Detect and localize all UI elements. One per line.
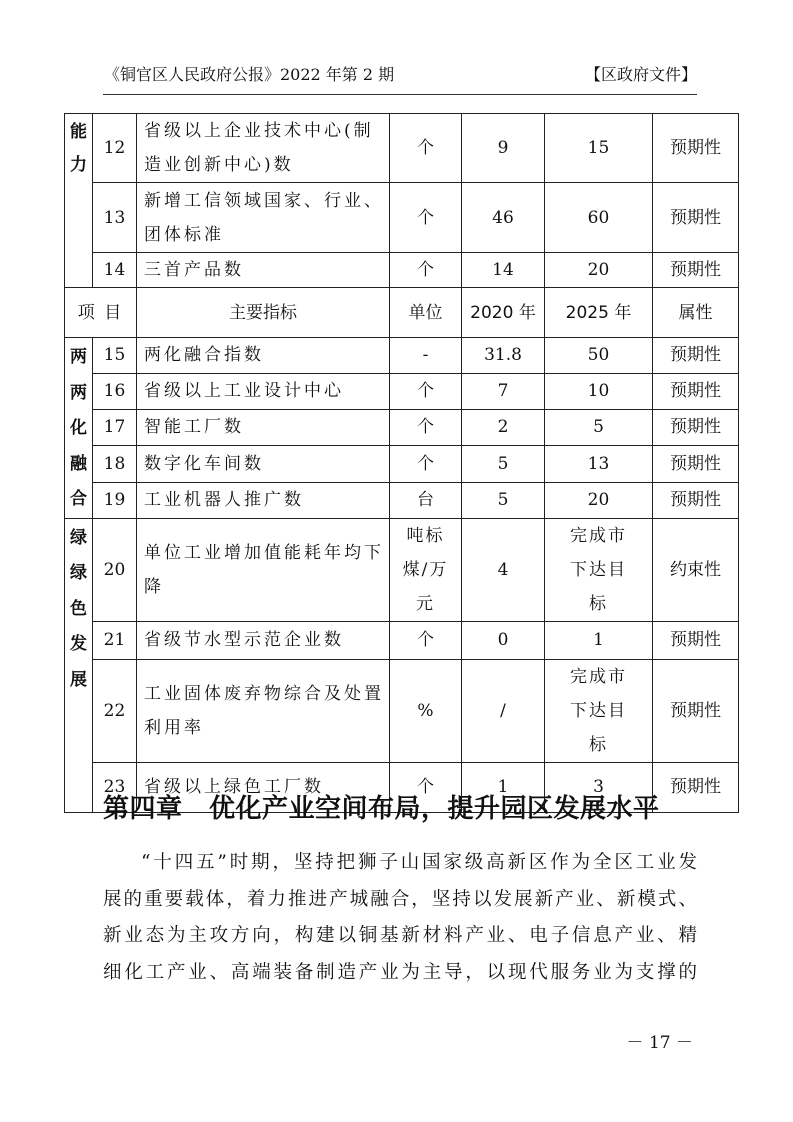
row-number: 17 [93, 409, 137, 445]
category-char: 能 [70, 122, 87, 142]
unit: 个 [390, 373, 462, 409]
table-row [65, 482, 739, 518]
table-row [65, 659, 739, 762]
row-number: 12 [93, 114, 137, 183]
value-2025: 5 [545, 409, 653, 445]
indicator-name: 省级节水型示范企业数 [137, 621, 390, 659]
value-2025: 15 [545, 114, 653, 183]
page-number: － 17 － [626, 1033, 693, 1053]
indicator-name: 省级以上绿色工厂数 [137, 762, 390, 812]
unit: 台 [390, 482, 462, 518]
row-number: 14 [93, 253, 137, 288]
indicator-name: 新增工信领域国家、行业、团体标准 [137, 183, 390, 253]
value-2025: 13 [545, 445, 653, 482]
table-row [65, 253, 739, 288]
row-number: 22 [93, 659, 137, 762]
row-number: 19 [93, 482, 137, 518]
attribute: 预期性 [653, 659, 739, 762]
value-2020: 14 [462, 253, 545, 288]
header-attribute: 属性 [653, 288, 739, 338]
table-row [65, 409, 739, 445]
category-char: 绿 [70, 563, 87, 583]
value-2025: 20 [545, 482, 653, 518]
unit: 个 [390, 409, 462, 445]
table-row [65, 445, 739, 482]
row-number: 20 [93, 518, 137, 621]
category-char: 两 [70, 347, 87, 367]
bulletin-title: 《铜官区人民政府公报》2022 年第 2 期 [104, 65, 395, 84]
value-2020: 1 [462, 762, 545, 812]
header-indicator: 主要指标 [137, 288, 390, 338]
section-label: 【区政府文件】 [584, 65, 697, 84]
attribute: 预期性 [653, 482, 739, 518]
attribute: 预期性 [653, 409, 739, 445]
unit: 个 [390, 621, 462, 659]
value-2025: 1 [545, 621, 653, 659]
attribute: 预期性 [653, 762, 739, 812]
header-unit: 单位 [390, 288, 462, 338]
table-row [65, 621, 739, 659]
table-row [65, 518, 739, 621]
row-number: 23 [93, 762, 137, 812]
unit: 个 [390, 183, 462, 253]
category-char: 色 [70, 598, 87, 619]
chapter-title: 第四章 优化产业空间布局，提升园区发展水平 [103, 794, 660, 824]
unit: % [390, 659, 462, 762]
header-item: 项 目 [65, 288, 137, 338]
category-cell [65, 518, 93, 812]
indicator-table [64, 113, 739, 813]
indicator-name: 两化融合指数 [137, 338, 390, 374]
category-char: 发 [70, 634, 87, 654]
category-char: 两 [70, 382, 87, 403]
row-number: 15 [93, 338, 137, 374]
unit: 个 [390, 445, 462, 482]
value-2020: 2 [462, 409, 545, 445]
value-2025: 60 [545, 183, 653, 253]
attribute: 预期性 [653, 338, 739, 374]
value-2025: 50 [545, 338, 653, 374]
category-cell [65, 338, 93, 519]
attribute: 预期性 [653, 253, 739, 288]
attribute: 预期性 [653, 183, 739, 253]
value-2020: 9 [462, 114, 545, 183]
table-row [65, 183, 739, 253]
attribute: 预期性 [653, 114, 739, 183]
value-2020: 4 [462, 518, 545, 621]
value-2020: 5 [462, 482, 545, 518]
unit: 个 [390, 762, 462, 812]
paragraph-line: 细化工产业、高端装备制造产业为主导，以现代服务业为支撑的 [103, 962, 697, 984]
indicator-name: 省级以上企业技术中心(制造业创新中心)数 [137, 114, 390, 183]
value-2020: 5 [462, 445, 545, 482]
value-2025: 10 [545, 373, 653, 409]
value-2025: 3 [545, 762, 653, 812]
category-cell [65, 114, 93, 288]
value-2020: 31.8 [462, 338, 545, 374]
indicator-name: 三首产品数 [137, 253, 390, 288]
table-row [65, 338, 739, 374]
indicator-name: 数字化车间数 [137, 445, 390, 482]
value-2020: / [462, 659, 545, 762]
unit: - [390, 338, 462, 374]
category-char: 力 [70, 155, 87, 175]
paragraph-line: “十四五”时期，坚持把狮子山国家级高新区作为全区工业发 [141, 852, 697, 873]
header-divider [103, 94, 697, 95]
indicator-name: 工业固体废弃物综合及处置利用率 [137, 659, 390, 762]
unit: 个 [390, 114, 462, 183]
attribute: 预期性 [653, 373, 739, 409]
value-2020: 0 [462, 621, 545, 659]
body-paragraph [103, 845, 697, 992]
category-char: 绿 [70, 527, 87, 548]
row-number: 21 [93, 621, 137, 659]
unit: 吨标煤/万元 [390, 518, 462, 621]
header-2020: 2020 年 [462, 288, 545, 338]
value-2020: 7 [462, 373, 545, 409]
category-char: 合 [70, 489, 87, 509]
unit: 个 [390, 253, 462, 288]
indicator-name: 智能工厂数 [137, 409, 390, 445]
attribute: 约束性 [653, 518, 739, 621]
row-number: 13 [93, 183, 137, 253]
row-number: 18 [93, 445, 137, 482]
table-row [65, 114, 739, 183]
value-2020: 46 [462, 183, 545, 253]
header-2025: 2025 年 [545, 288, 653, 338]
paragraph-line: 新业态为主攻方向，构建以铜基新材料产业、电子信息产业、精 [103, 925, 697, 947]
category-char: 展 [70, 669, 87, 690]
attribute: 预期性 [653, 445, 739, 482]
value-2025: 完成市下达目标 [545, 659, 653, 762]
table-header-row [65, 288, 739, 338]
value-2025: 完成市下达目标 [545, 518, 653, 621]
indicator-name: 单位工业增加值能耗年均下降 [137, 518, 390, 621]
indicator-name: 省级以上工业设计中心 [137, 373, 390, 409]
category-char: 融 [70, 453, 87, 474]
attribute: 预期性 [653, 621, 739, 659]
row-number: 16 [93, 373, 137, 409]
table-row [65, 373, 739, 409]
paragraph-line: 展的重要载体，着力推进产城融合，坚持以发展新产业、新模式、 [103, 888, 697, 910]
category-char: 化 [70, 418, 87, 438]
value-2025: 20 [545, 253, 653, 288]
indicator-name: 工业机器人推广数 [137, 482, 390, 518]
